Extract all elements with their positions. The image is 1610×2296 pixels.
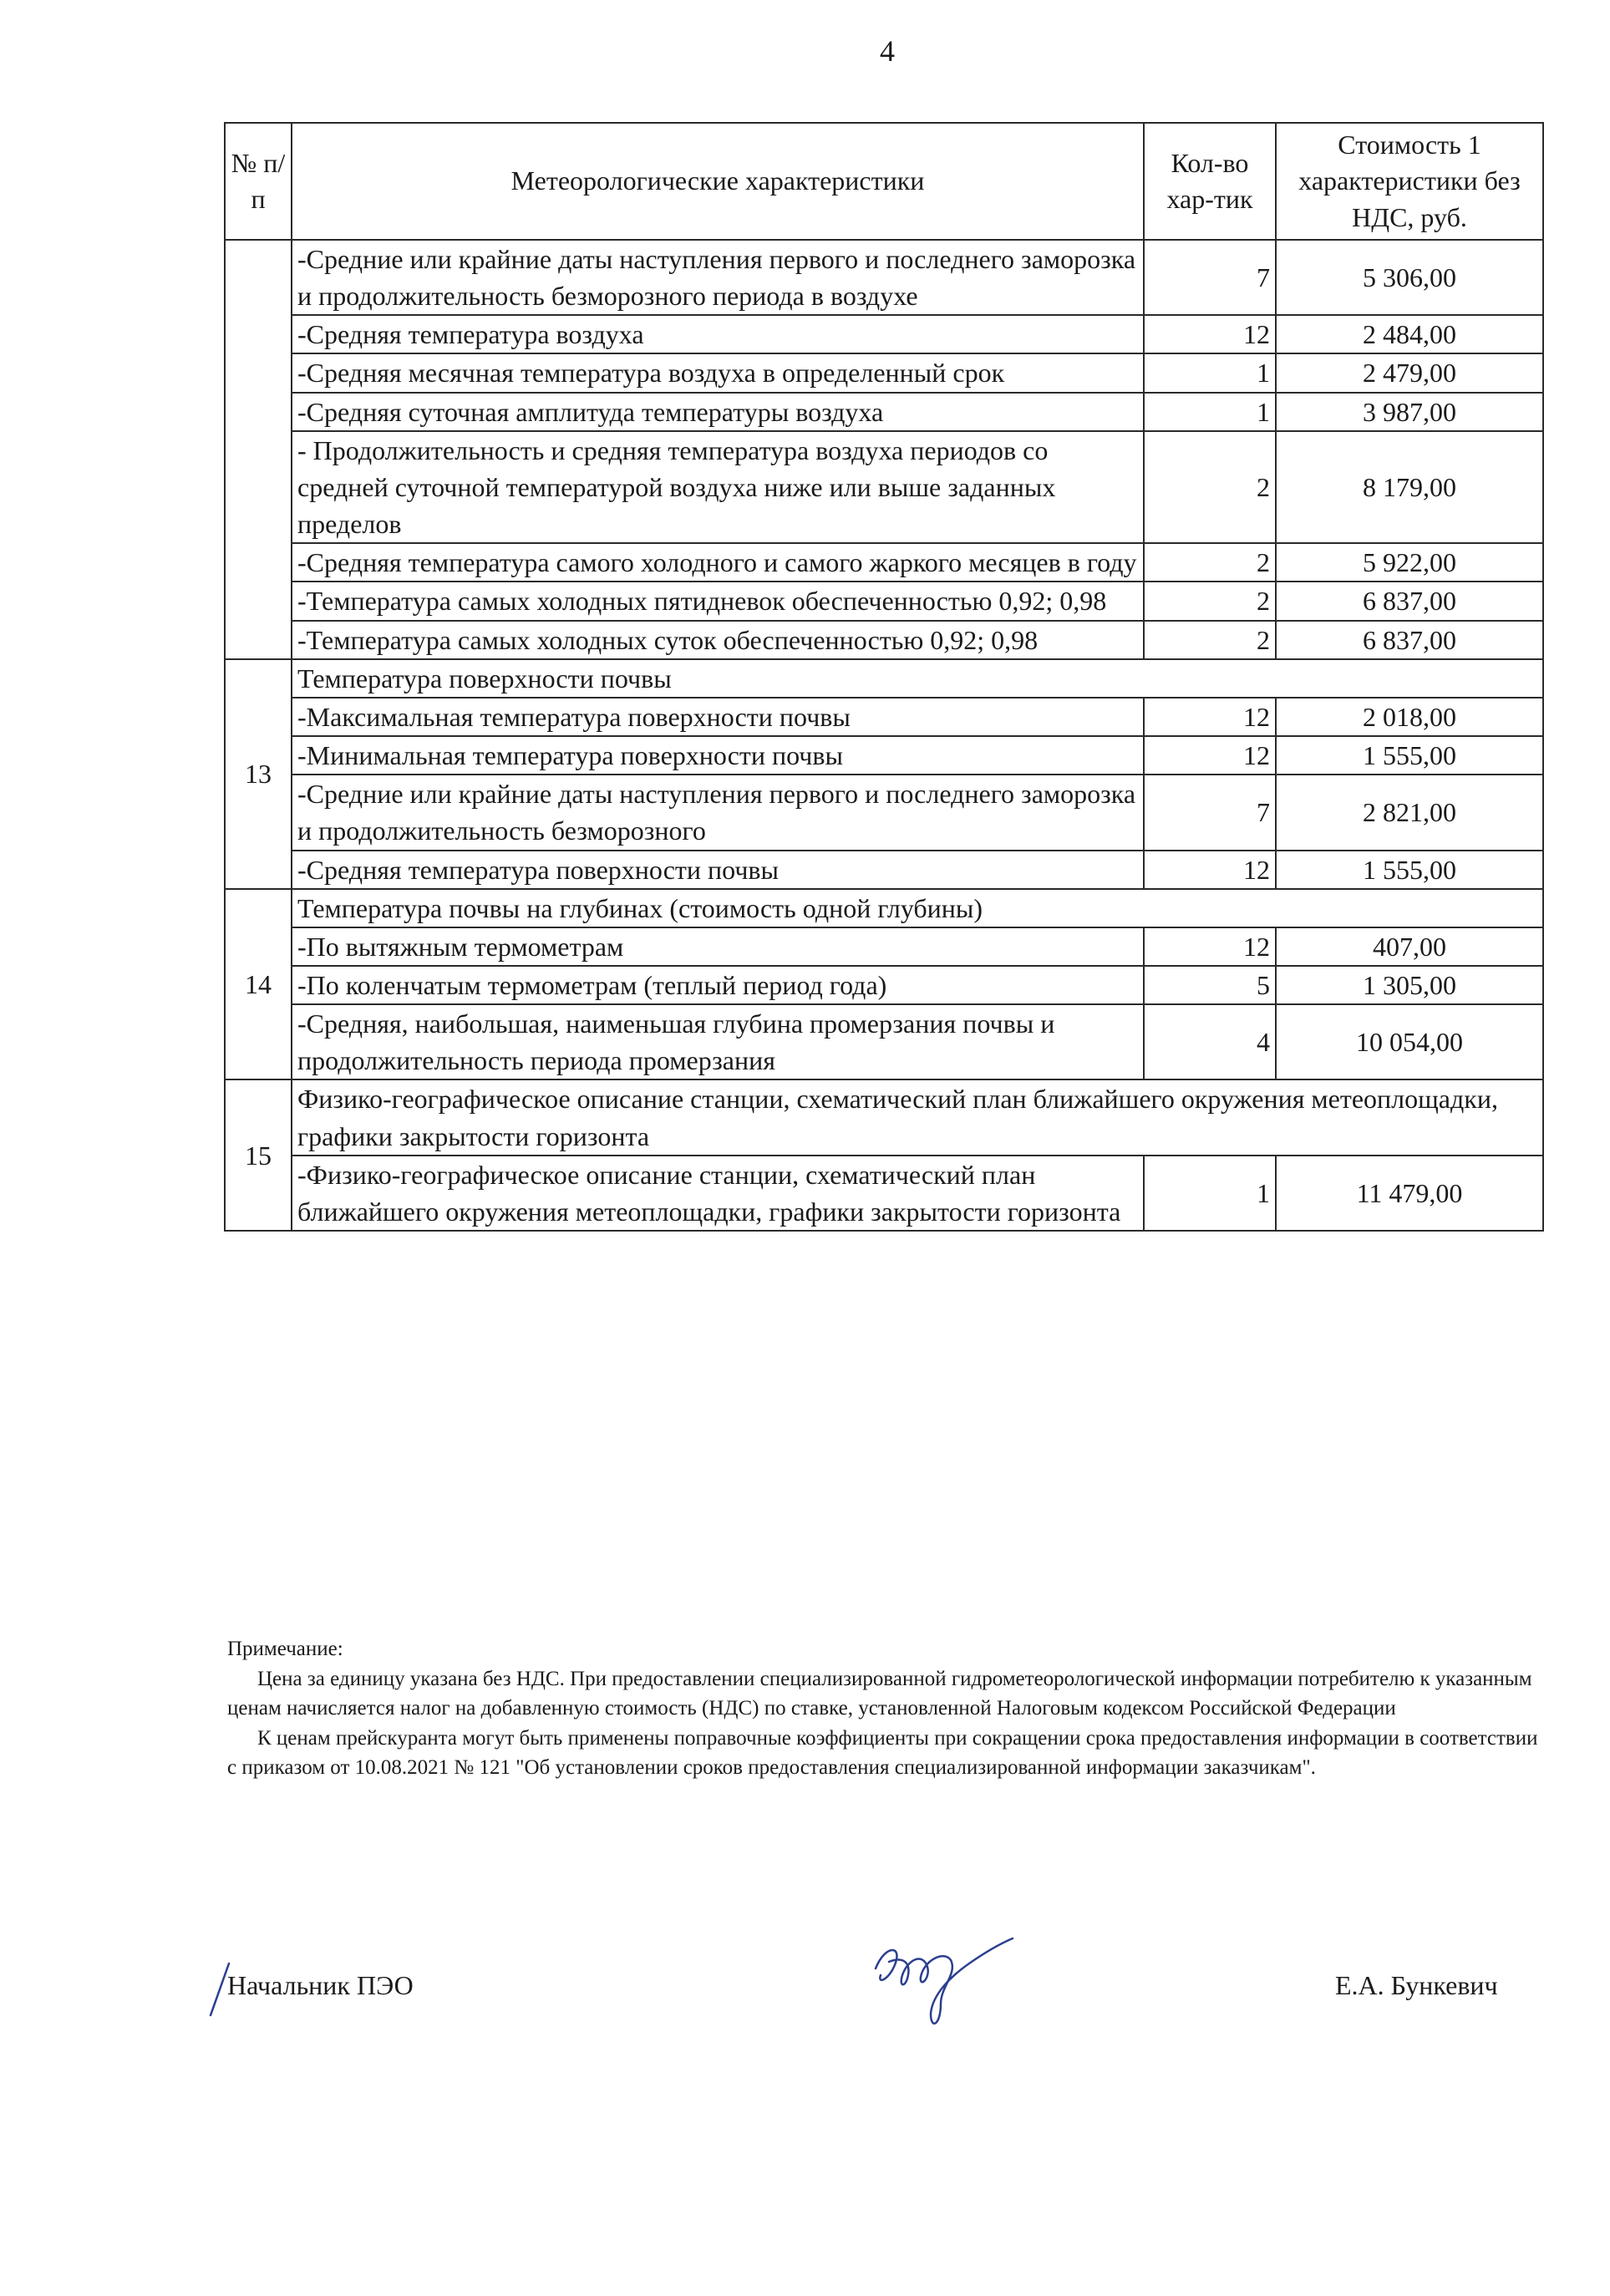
row-characteristic: - Продолжительность и средняя температура воздуха периодов со средней суточной температурой воздуха ниже или выше заданных пределов (292, 431, 1144, 543)
row-price: 6 837,00 (1276, 621, 1543, 659)
table-header (225, 123, 1543, 240)
row-price: 1 305,00 (1276, 966, 1543, 1004)
signer-name: Е.А. Бункевич (1335, 1970, 1498, 2000)
header-num: № п/п (225, 123, 292, 240)
row-quantity: 1 (1144, 1156, 1276, 1231)
group-number: 14 (225, 889, 292, 1080)
row-quantity: 2 (1144, 621, 1276, 659)
row-characteristic: -Средние или крайние даты наступления первого и последнего заморозка и продолжительность безморозного (292, 775, 1144, 850)
group-title: Температура почвы на глубинах (стоимость одной глубины) (292, 889, 1543, 927)
group-number: 13 (225, 659, 292, 889)
row-price: 8 179,00 (1276, 431, 1543, 543)
notes-title: Примечание: (227, 1638, 343, 1660)
group-number: 15 (225, 1079, 292, 1231)
signature-block (0, 1960, 1610, 2060)
table-row (225, 621, 1543, 659)
row-characteristic: -Средние или крайние даты наступления первого и последнего заморозка и продолжительность безморозного периода в воздухе (292, 240, 1144, 315)
signer-position: Начальник ПЭО (227, 1970, 414, 2000)
table-row (225, 315, 1543, 353)
row-quantity: 7 (1144, 775, 1276, 850)
table-row (225, 393, 1543, 431)
group-row (225, 889, 1543, 927)
row-characteristic: -По коленчатым термометрам (теплый период года) (292, 966, 1144, 1004)
group-row (225, 1079, 1543, 1155)
row-price: 1 555,00 (1276, 736, 1543, 775)
row-characteristic: -Физико-географическое описание станции, схематический план ближайшего окружения метеоплощадки, графики закрытости горизонта (292, 1156, 1144, 1231)
row-price: 6 837,00 (1276, 582, 1543, 620)
row-price: 407,00 (1276, 927, 1543, 966)
header-qty: Кол-во хар-тик (1144, 123, 1276, 240)
row-price: 5 922,00 (1276, 543, 1543, 582)
row-quantity: 1 (1144, 393, 1276, 431)
row-quantity: 1 (1144, 353, 1276, 392)
table-row (225, 582, 1543, 620)
table-row (225, 966, 1543, 1004)
row-price: 10 054,00 (1276, 1004, 1543, 1079)
row-quantity: 2 (1144, 543, 1276, 582)
row-characteristic: -Средняя температура самого холодного и самого жаркого месяцев в году (292, 543, 1144, 582)
row-quantity: 12 (1144, 927, 1276, 966)
page-number: 4 (880, 34, 895, 68)
table-row (225, 543, 1543, 582)
row-characteristic: -Средняя суточная амплитуда температуры воздуха (292, 393, 1144, 431)
row-price: 11 479,00 (1276, 1156, 1543, 1231)
table-row (225, 1004, 1543, 1079)
row-characteristic: -Средняя температура поверхности почвы (292, 851, 1144, 889)
row-price: 2 821,00 (1276, 775, 1543, 850)
row-characteristic: -Средняя температура воздуха (292, 315, 1144, 353)
table-row (225, 927, 1543, 966)
table-row (225, 698, 1543, 736)
row-price: 2 484,00 (1276, 315, 1543, 353)
row-price: 3 987,00 (1276, 393, 1543, 431)
row-quantity: 2 (1144, 431, 1276, 543)
group-row (225, 659, 1543, 698)
row-quantity: 12 (1144, 698, 1276, 736)
row-price: 2 018,00 (1276, 698, 1543, 736)
header-price: Стоимость 1 характеристики без НДС, руб. (1276, 123, 1543, 240)
row-quantity: 7 (1144, 240, 1276, 315)
table-body (225, 240, 1543, 1231)
table-row (225, 431, 1543, 543)
price-table (224, 122, 1544, 1232)
handwritten-signature (861, 1927, 1019, 2035)
notes-paragraph-vat: Цена за единицу указана без НДС. При предоставлении специализированной гидрометеорологической информации потребителю к указанным ценам начисляется налог на добавленную стоимость (НДС) по ставке, установленной Налоговым кодексом Российской Федерации (227, 1667, 1532, 1719)
table-row (225, 240, 1543, 315)
row-characteristic: -Средняя, наибольшая, наименьшая глубина промерзания почвы и продолжительность периода промерзания (292, 1004, 1144, 1079)
row-characteristic: -Средняя месячная температура воздуха в определенный срок (292, 353, 1144, 392)
row-quantity: 5 (1144, 966, 1276, 1004)
row-characteristic: -По вытяжным термометрам (292, 927, 1144, 966)
group-title: Физико-географическое описание станции, схематический план ближайшего окружения метеоплощадки, графики закрытости горизонта (292, 1079, 1543, 1155)
row-characteristic: -Температура самых холодных пятидневок обеспеченностью 0,92; 0,98 (292, 582, 1144, 620)
table-row (225, 736, 1543, 775)
row-quantity: 12 (1144, 736, 1276, 775)
row-quantity: 4 (1144, 1004, 1276, 1079)
row-price: 2 479,00 (1276, 353, 1543, 392)
header-name: Метеорологические характеристики (292, 123, 1144, 240)
notes-paragraph-coefficients: К ценам прейскуранта могут быть применены поправочные коэффициенты при сокращении срока предоставления информации в соответствии с приказом от 10.08.2021 № 121 "Об установлении сроков предоставления специализированной информации заказчикам". (227, 1726, 1538, 1779)
row-price: 5 306,00 (1276, 240, 1543, 315)
group-title: Температура поверхности почвы (292, 659, 1543, 698)
table-row (225, 775, 1543, 850)
notes (227, 1634, 1547, 1783)
row-characteristic: -Минимальная температура поверхности почвы (292, 736, 1144, 775)
row-quantity: 12 (1144, 851, 1276, 889)
row-quantity: 2 (1144, 582, 1276, 620)
table-row (225, 1156, 1543, 1231)
row-quantity: 12 (1144, 315, 1276, 353)
table-row (225, 851, 1543, 889)
row-characteristic: -Температура самых холодных суток обеспеченностью 0,92; 0,98 (292, 621, 1144, 659)
table-row (225, 353, 1543, 392)
row-number-cell (225, 240, 292, 659)
row-price: 1 555,00 (1276, 851, 1543, 889)
row-characteristic: -Максимальная температура поверхности почвы (292, 698, 1144, 736)
